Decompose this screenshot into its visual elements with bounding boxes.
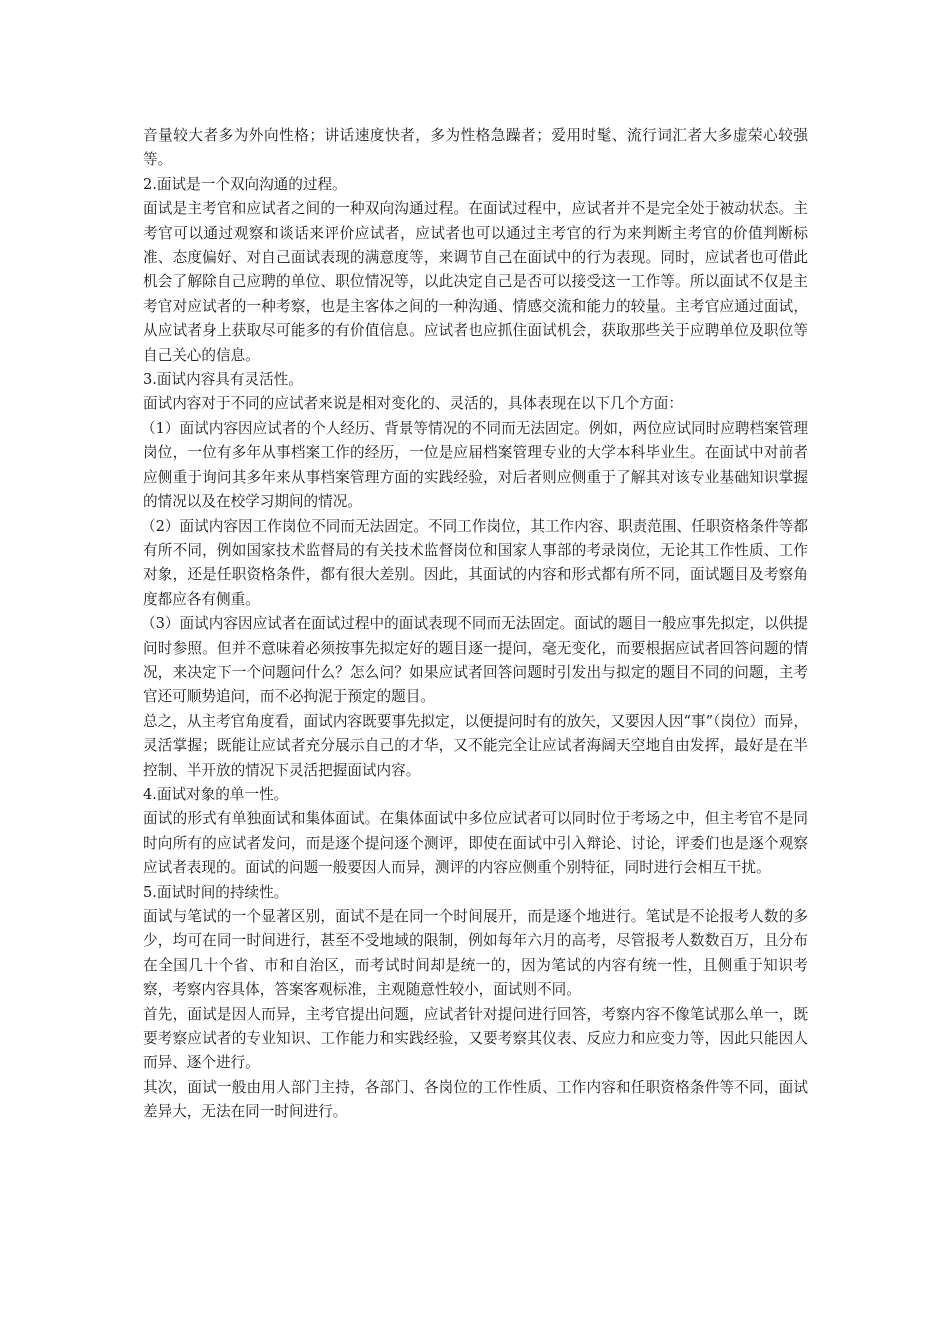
list-item-job-position: （2）面试内容因工作岗位不同而无法固定。不同工作岗位，其工作内容、职责范围、任职资格条件等都有所不同，例如国家技术监督局的有关技术监督岗位和国家人事部的考录岗位，无论其工作性质、工作对象，还是任职资格条件，都有很大差别。因此，其面试的内容和形式都有所不同，面试题目及考察角度都应各有侧重。 <box>141 517 808 608</box>
paragraph-first-reason: 首先，面试是因人而异，主考官提出问题，应试者针对提问进行回答，考察内容不像笔试那么单一，既要考察应试者的专业知识、工作能力和实践经验，又要考察其仪表、反应力和应变力等，因此只能因人而异、逐个进行。 <box>143 1005 808 1072</box>
heading-two-way-communication: 2.面试是一个双向沟通的过程。 <box>143 175 347 193</box>
document-body <box>143 124 808 1125</box>
heading-continuous-time: 5.面试时间的持续性。 <box>143 883 289 901</box>
list-item-performance: （3）面试内容因应试者在面试过程中的面试表现不同而无法固定。面试的题目一般应事先拟定，以供提问时参照。但并不意味着必须按事先拟定好的题目逐一提问，毫无变化，而要根据应试者回答问题的情况，来决定下一个问题问什么？怎么问？如果应试者回答问题时引发出与拟定的题目不同的问题，主考官还可顺势追问，而不必拘泥于预定的题目。 <box>141 615 808 706</box>
paragraph-summary: 总之，从主考官角度看，面试内容既要事先拟定，以便提问时有的放矢，又要因人因“事”（岗位）而异，灵活掌握；既能让应试者充分展示自己的才华，又不能完全让应试者海阔天空地自由发挥，最好是在半控制、半开放的情况下灵活把握面试内容。 <box>143 712 808 779</box>
paragraph-two-way-communication: 面试是主考官和应试者之间的一种双向沟通过程。在面试过程中，应试者并不是完全处于被动状态。主考官可以通过观察和谈话来评价应试者，应试者也可以通过主考官的行为来判断主考官的价值判断标准、态度偏好、对自己面试表现的满意度等，来调节自己在面试中的行为表现。同时，应试者也可借此机会了解除自己应聘的单位、职位情况等，以此决定自己是否可以接受这一工作等。所以面试不仅是主考官对应试者的一种考察，也是主客体之间的一种沟通、情感交流和能力的较量。主考官应通过面试，从应试者身上获取尽可能多的有价值信息。应试者也应抓住面试机会，获取那些关于应聘单位及职位等自己关心的信息。 <box>143 200 808 364</box>
paragraph-single-object: 面试的形式有单独面试和集体面试。在集体面试中多位应试者可以同时位于考场之中，但主考官不是同时向所有的应试者发问，而是逐个提问逐个测评，即使在面试中引入辩论、讨论，评委们也是逐个观察应试者表现的。面试的问题一般要因人而异，测评的内容应侧重个别特征，同时进行会相互干扰。 <box>143 810 808 877</box>
paragraph-flexible-content-intro: 面试内容对于不同的应试者来说是相对变化的、灵活的，具体表现在以下几个方面： <box>143 395 683 413</box>
heading-single-object: 4.面试对象的单一性。 <box>143 785 289 803</box>
heading-flexible-content: 3.面试内容具有灵活性。 <box>143 371 303 389</box>
paragraph-continuous-time: 面试与笔试的一个显著区别，面试不是在同一个时间展开，而是逐个地进行。笔试是不论报考人数的多少，均可在同一时间进行，甚至不受地域的限制，例如每年六月的高考，尽管报考人数数百万，且分布在全国几十个省、市和自治区，而考试时间却是统一的，因为笔试的内容有统一性，且侧重于知识考察，考察内容具体，答案客观标准，主观随意性较小，面试则不同。 <box>143 908 808 999</box>
list-item-background: （1）面试内容因应试者的个人经历、背景等情况的不同而无法固定。例如，两位应试同时应聘档案管理岗位，一位有多年从事档案工作的经历，一位是应届档案管理专业的大学本科毕业生。在面试中对前者应侧重于询问其多年来从事档案管理方面的实践经验，对后者则应侧重于了解其对该专业基础知识掌握的情况以及在校学习期间的情况。 <box>141 419 808 511</box>
paragraph-personality-cues: 音量较大者多为外向性格；讲话速度快者，多为性格急躁者；爱用时髦、流行词汇者大多虚荣心较强等。 <box>143 127 808 169</box>
paragraph-second-reason: 其次，面试一般由用人部门主持，各部门、各岗位的工作性质、工作内容和任职资格条件等不同，面试差异大，无法在同一时间进行。 <box>143 1078 808 1121</box>
